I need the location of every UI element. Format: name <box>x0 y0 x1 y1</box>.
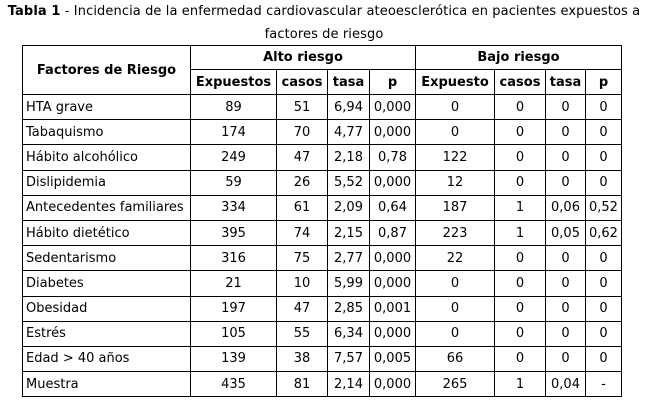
subheader-p-bajo: p <box>586 70 622 95</box>
cell: 0,000 <box>370 95 416 120</box>
cell: 0 <box>495 271 546 296</box>
table-row <box>23 372 622 397</box>
cell: 0 <box>495 346 546 371</box>
cell: 0 <box>495 170 546 195</box>
cell: 89 <box>191 95 277 120</box>
cell: 0 <box>546 346 586 371</box>
cell: 66 <box>416 346 495 371</box>
cell: 0 <box>546 246 586 271</box>
cell: 61 <box>277 195 328 220</box>
table-row <box>23 246 622 271</box>
table-row <box>23 220 622 245</box>
cell: 81 <box>277 372 328 397</box>
cell: 38 <box>277 346 328 371</box>
subheader-expuestos: Expuestos <box>191 70 277 95</box>
table-row <box>23 170 622 195</box>
cell: 0,000 <box>370 372 416 397</box>
cell: 0 <box>546 145 586 170</box>
table-row <box>23 321 622 346</box>
cell: 395 <box>191 220 277 245</box>
cell: 1 <box>495 195 546 220</box>
row-label: HTA grave <box>23 95 191 120</box>
cell: 0,000 <box>370 246 416 271</box>
table-row <box>23 271 622 296</box>
cell: 174 <box>191 120 277 145</box>
subheader-expuesto: Expuesto <box>416 70 495 95</box>
subheader-p-alto: p <box>370 70 416 95</box>
cell: 0 <box>586 170 622 195</box>
cell: 0 <box>586 246 622 271</box>
cell: 12 <box>416 170 495 195</box>
row-header: Factores de Riesgo <box>23 46 191 95</box>
cell: 6,34 <box>328 321 370 346</box>
cell: 0 <box>546 296 586 321</box>
cell: 0 <box>586 120 622 145</box>
cell: 1 <box>495 372 546 397</box>
cell: 47 <box>277 145 328 170</box>
table-row <box>23 120 622 145</box>
cell: 1 <box>495 220 546 245</box>
cell: 5,52 <box>328 170 370 195</box>
cell: 0 <box>416 95 495 120</box>
cell: 265 <box>416 372 495 397</box>
cell: 0 <box>586 296 622 321</box>
table-body <box>23 95 622 397</box>
cell: 0,000 <box>370 271 416 296</box>
cell: 0 <box>495 246 546 271</box>
cell: 0,62 <box>586 220 622 245</box>
cell: 5,99 <box>328 271 370 296</box>
cell: 22 <box>416 246 495 271</box>
row-label: Muestra <box>23 372 191 397</box>
row-label: Diabetes <box>23 271 191 296</box>
row-label: Estrés <box>23 321 191 346</box>
cell: 0 <box>495 120 546 145</box>
cell: 59 <box>191 170 277 195</box>
cell: 2,15 <box>328 220 370 245</box>
cell: 0,04 <box>546 372 586 397</box>
cell: 0 <box>546 271 586 296</box>
cell: 334 <box>191 195 277 220</box>
cell: 0 <box>495 145 546 170</box>
cell: 4,77 <box>328 120 370 145</box>
cell: 0 <box>586 321 622 346</box>
row-label: Antecedentes familiares <box>23 195 191 220</box>
cell: 0 <box>495 296 546 321</box>
cell: 0,64 <box>370 195 416 220</box>
table-row <box>23 346 622 371</box>
group-header-alto: Alto riesgo <box>191 46 416 70</box>
cell: 249 <box>191 145 277 170</box>
cell: 0 <box>586 271 622 296</box>
cell: 0 <box>416 271 495 296</box>
subheader-tasa-alto: tasa <box>328 70 370 95</box>
row-label: Hábito dietético <box>23 220 191 245</box>
cell: 0,005 <box>370 346 416 371</box>
cell: 105 <box>191 321 277 346</box>
cell: 55 <box>277 321 328 346</box>
cell: 0,000 <box>370 321 416 346</box>
cell: 47 <box>277 296 328 321</box>
cell: 197 <box>191 296 277 321</box>
row-label: Sedentarismo <box>23 246 191 271</box>
cell: 223 <box>416 220 495 245</box>
row-label: Obesidad <box>23 296 191 321</box>
cell: 0,87 <box>370 220 416 245</box>
cell: 10 <box>277 271 328 296</box>
cell: 26 <box>277 170 328 195</box>
cell: 0,001 <box>370 296 416 321</box>
cell: 0 <box>546 321 586 346</box>
risk-factors-table <box>22 45 622 397</box>
cell: 122 <box>416 145 495 170</box>
cell: 0 <box>416 120 495 145</box>
cell: 0,52 <box>586 195 622 220</box>
cell: 2,77 <box>328 246 370 271</box>
cell: 74 <box>277 220 328 245</box>
row-label: Edad > 40 años <box>23 346 191 371</box>
cell: 0 <box>416 296 495 321</box>
cell: 2,18 <box>328 145 370 170</box>
cell: 2,14 <box>328 372 370 397</box>
cell: 0 <box>586 95 622 120</box>
cell: 0 <box>416 321 495 346</box>
row-label: Dislipidemia <box>23 170 191 195</box>
cell: 0,000 <box>370 120 416 145</box>
cell: 0 <box>495 321 546 346</box>
subheader-casos-bajo: casos <box>495 70 546 95</box>
caption-label: Tabla 1 <box>7 4 61 19</box>
cell: 316 <box>191 246 277 271</box>
cell: 0 <box>546 120 586 145</box>
cell: 0,05 <box>546 220 586 245</box>
cell: 75 <box>277 246 328 271</box>
cell: 0 <box>546 95 586 120</box>
cell: - <box>586 372 622 397</box>
table-row <box>23 145 622 170</box>
caption-text: - Incidencia de la enfermedad cardiovascular ateoesclerótica en pacientes expuestos a factores de riesgo <box>60 4 641 42</box>
subheader-casos-alto: casos <box>277 70 328 95</box>
cell: 0 <box>586 346 622 371</box>
cell: 187 <box>416 195 495 220</box>
cell: 2,85 <box>328 296 370 321</box>
cell: 7,57 <box>328 346 370 371</box>
cell: 0,06 <box>546 195 586 220</box>
cell: 51 <box>277 95 328 120</box>
cell: 0,000 <box>370 170 416 195</box>
cell: 21 <box>191 271 277 296</box>
cell: 139 <box>191 346 277 371</box>
cell: 0 <box>586 145 622 170</box>
cell: 2,09 <box>328 195 370 220</box>
cell: 70 <box>277 120 328 145</box>
subheader-tasa-bajo: tasa <box>546 70 586 95</box>
table-row <box>23 296 622 321</box>
cell: 0,78 <box>370 145 416 170</box>
row-label: Hábito alcohólico <box>23 145 191 170</box>
cell: 6,94 <box>328 95 370 120</box>
cell: 0 <box>546 170 586 195</box>
table-row <box>23 95 622 120</box>
group-header-bajo: Bajo riesgo <box>416 46 622 70</box>
cell: 435 <box>191 372 277 397</box>
table-row <box>23 195 622 220</box>
table-group-header-row <box>23 46 622 70</box>
row-label: Tabaquismo <box>23 120 191 145</box>
cell: 0 <box>495 95 546 120</box>
table-caption <box>2 0 646 46</box>
